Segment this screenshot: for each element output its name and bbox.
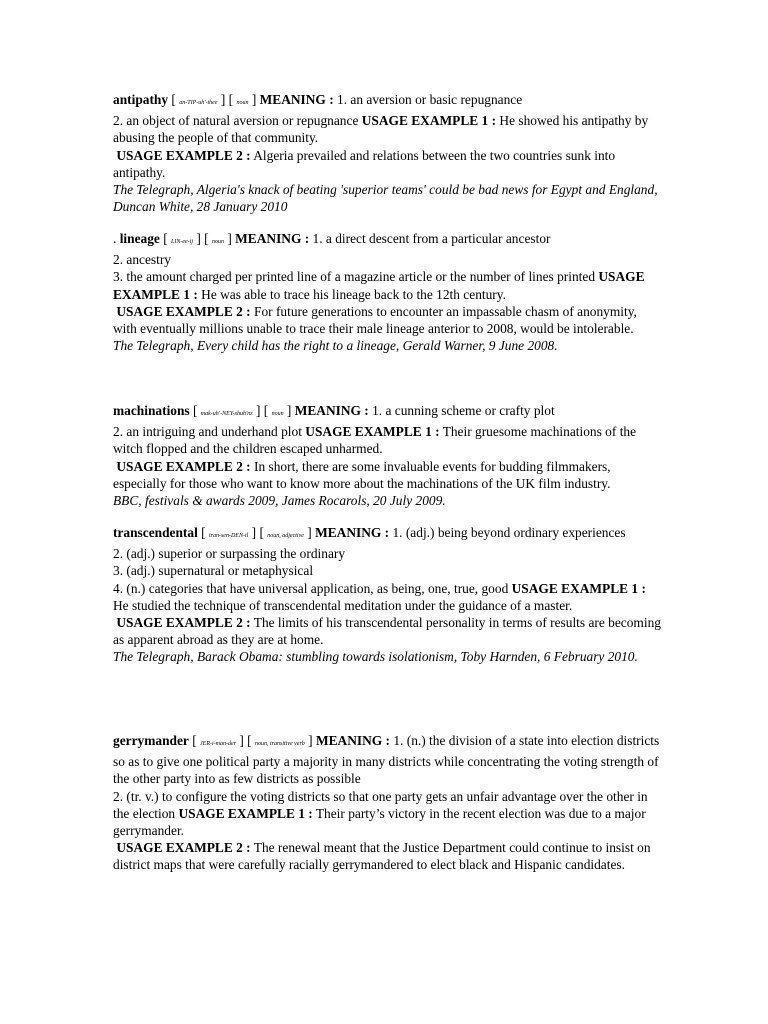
usage-example-2-label: USAGE EXAMPLE 2 :: [116, 303, 251, 319]
usage-example-2-label: USAGE EXAMPLE 2 :: [116, 840, 251, 856]
part-of-speech: noun, adjective: [267, 533, 304, 539]
headword: machinations: [113, 403, 190, 418]
meaning-first: 1. a direct descent from a particular ancestor: [312, 231, 551, 246]
usage-example-2-text: In short, there are some invaluable events for budding filmmakers, especially for those who want to know more about the machinations of the UK film industry.: [113, 458, 611, 491]
meaning-label: MEANING :: [315, 525, 390, 540]
meaning-first: 1. (n.) the division of a state into election districts so as to give one political party a majority in many districts while concentrating the voting strength of the other party into as few districts as possible: [113, 733, 660, 787]
entry-lead: .: [113, 231, 120, 246]
meaning-label: MEANING :: [294, 403, 369, 418]
meaning-first: 1. a cunning scheme or crafty plot: [372, 403, 555, 418]
part-of-speech: noun: [236, 100, 249, 106]
usage-example-1-text: He studied the technique of transcendental meditation under the guidance of a master.: [113, 597, 573, 613]
usage-example-1-label: USAGE EXAMPLE 1 :: [305, 424, 440, 440]
part-of-speech: noun: [271, 411, 284, 417]
meaning-rest: 2. (tr. v.) to configure the voting districts so that one party gets an unfair advantage over the other in the election: [113, 788, 648, 821]
meaning-label: MEANING :: [259, 92, 334, 107]
pronunciation: an-TIP-uh'-thee: [179, 100, 218, 106]
entry-gerrymander: gerrymander [ JER-i-man-der ] [ noun, transitive verb ] MEANING : 1. (n.) the division of a state into election districts so as to give one political party a majority in many districts while concentrating the voting strength of the other party into as few districts as possible 2. (tr. v.) to configure the voting districts so that one party gets an unfair advantage over the other in the election USAGE EXAMPLE 1 : Their party’s victory in the recent election was due to a major gerrymander. USAGE EXAMPLE 2 : The renewal meant that the Justice Department could continue to insist on district maps that were carefully racially gerrymandered to elect black and Hispanic candidates.: [113, 733, 660, 873]
pronunciation: LIN-ee-ij: [171, 239, 194, 245]
usage-example-2-label: USAGE EXAMPLE 2 :: [116, 458, 251, 474]
usage-example-1-label: USAGE EXAMPLE 1 :: [361, 113, 497, 129]
usage-example-1-text: He showed his antipathy by abusing the people of that community.: [113, 113, 649, 146]
usage-example-1-label: USAGE EXAMPLE 1 :: [511, 580, 646, 596]
meaning-rest: 2. an object of natural aversion or repugnance: [113, 113, 359, 129]
headword: transcendental: [113, 525, 198, 540]
usage-example-2-text: Algeria prevailed and relations between the two countries sunk into antipathy.: [113, 147, 616, 180]
usage-example-1-text: Their party’s victory in the recent election was due to a major gerrymander.: [113, 805, 646, 839]
meaning-first: 1. an aversion or basic repugnance: [337, 92, 523, 107]
entry-machinations: machinations [ mak-uh'-NEY-shuh'nz ] [ noun ] MEANING : 1. a cunning scheme or crafty plot 2. an intriguing and underhand plot USAGE EXAMPLE 1 : Their gruesome machinations of the witch flopped and the children escaped unharmed. USAGE EXAMPLE 2 : In short, there are some invaluable events for budding filmmakers, especially for those who want to know more about the machinations of the UK film industry. BBC, festivals & awards 2009, James Rocarols, 20 July 2009.: [113, 402, 661, 509]
usage-example-1-text: Their gruesome machinations of the witch flopped and the children escaped unharmed.: [113, 424, 637, 457]
pronunciation: mak-uh'-NEY-shuh'nz: [200, 411, 253, 417]
headword: lineage: [119, 231, 160, 246]
usage-example-2-label: USAGE EXAMPLE 2 :: [116, 615, 251, 631]
meaning-rest: 2. ancestry 3. the amount charged per printed line of a magazine article or the number of lines printed: [113, 252, 596, 285]
meaning-rest: 2. (adj.) superior or surpassing the ordinary 3. (adj.) supernatural or metaphysical 4. (n.) categories that have universal application, as being, one, true, good: [113, 546, 509, 596]
entry-lineage: . lineage [ LIN-ee-ij ] [ noun ] MEANING : 1. a direct descent from a particular ancestor 2. ancestry 3. the amount charged per printed line of a magazine article or the number of lines printed USAGE EXAMPLE 1 : He was able to trace his lineage back to the 12th century. USAGE EXAMPLE 2 : For future generations to encounter an impassable chasm of anonymity, with eventually millions unable to trace their male lineage anterior to 2008, would be intolerable. The Telegraph, Every child has the right to a lineage, Gerald Warner, 9 June 2008.: [113, 230, 661, 354]
usage-example-1-label: USAGE EXAMPLE 1 :: [113, 269, 645, 302]
meaning-label: MEANING :: [315, 733, 390, 748]
usage-example-2-text: For future generations to encounter an impassable chasm of anonymity, with eventually millions unable to trace their male lineage anterior to 2008, would be intolerable.: [113, 303, 637, 337]
meaning-rest: 2. an intriguing and underhand plot: [113, 424, 302, 440]
meaning-first: 1. (adj.) being beyond ordinary experiences: [392, 525, 626, 540]
meaning-label: MEANING :: [235, 231, 310, 246]
source-citation: The Telegraph, Algeria's knack of beating 'superior teams' could be bad news for Egypt and England, Duncan White, 28 January 2010: [113, 182, 658, 215]
pronunciation: JER-i-man-der: [200, 741, 237, 747]
headword: gerrymander: [113, 733, 189, 748]
usage-example-2-label: USAGE EXAMPLE 2 :: [116, 147, 251, 163]
source-citation: The Telegraph, Every child has the right to a lineage, Gerald Warner, 9 June 2008.: [113, 338, 558, 354]
source-citation: BBC, festivals & awards 2009, James Rocarols, 20 July 2009.: [113, 493, 446, 509]
usage-example-2-text: The limits of his transcendental personality in terms of results are becoming as apparent abroad as they are at home.: [113, 615, 661, 648]
usage-example-1-text: He was able to trace his lineage back to the 12th century.: [201, 286, 506, 302]
pronunciation: tran-sen-DEN-tl: [208, 533, 249, 539]
part-of-speech: noun, transitive verb: [254, 741, 305, 747]
headword: antipathy: [113, 92, 169, 107]
entry-antipathy: antipathy [ an-TIP-uh'-thee ] [ noun ] MEANING : 1. an aversion or basic repugnance 2. an object of natural aversion or repugnance USAGE EXAMPLE 1 : He showed his antipathy by abusing the people of that community. USAGE EXAMPLE 2 : Algeria prevailed and relations between the two countries sunk into antipathy. The Telegraph, Algeria's knack of beating 'superior teams' could be bad news for Egypt and England, Duncan White, 28 January 2010: [113, 91, 661, 215]
entry-transcendental: transcendental [ tran-sen-DEN-tl ] [ noun, adjective ] MEANING : 1. (adj.) being beyond ordinary experiences 2. (adj.) superior or surpassing the ordinary 3. (adj.) supernatural or metaphysical 4. (n.) categories that have universal application, as being, one, true, good USAGE EXAMPLE 1 : He studied the technique of transcendental meditation under the guidance of a master. USAGE EXAMPLE 2 : The limits of his transcendental personality in terms of results are becoming as apparent abroad as they are at home. The Telegraph, Barack Obama: stumbling towards isolationism, Toby Harnden, 6 February 2010.: [113, 525, 661, 665]
usage-example-2-text: The renewal meant that the Justice Department could continue to insist on district maps that were carefully racially gerrymandered to elect black and Hispanic candidates.: [113, 840, 651, 873]
source-citation: The Telegraph, Barack Obama: stumbling towards isolationism, Toby Harnden, 6 February 2010.: [113, 649, 638, 665]
part-of-speech: noun: [212, 239, 224, 245]
usage-example-1-label: USAGE EXAMPLE 1 :: [178, 805, 313, 821]
